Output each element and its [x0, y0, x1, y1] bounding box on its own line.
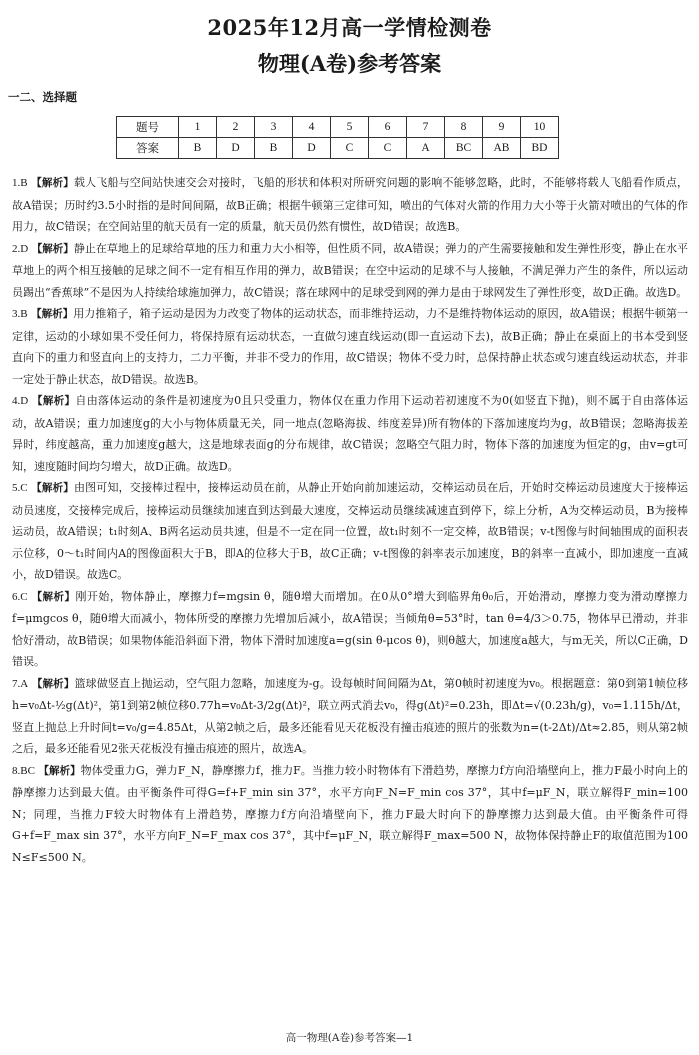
- question-number: 7.A: [12, 677, 29, 690]
- table-cell-number: 4: [293, 117, 331, 138]
- question-explanation-4: [12, 390, 688, 477]
- question-explanation-7: [12, 673, 688, 760]
- section-heading: 一二、选择题: [8, 90, 77, 104]
- question-number: 8.BC: [12, 764, 35, 777]
- table-cell-answer: C: [331, 138, 369, 159]
- question-number: 2.D: [12, 242, 29, 255]
- table-cell-answer: BD: [521, 138, 559, 159]
- question-explanation-6: [12, 586, 688, 673]
- table-header-answer: 答案: [117, 138, 179, 159]
- table-cell-number: 8: [445, 117, 483, 138]
- explanation-text: 用力推箱子，箱子运动是因为力改变了物体的运动状态，而非维持运动，力不是维持物体运动的原因，故A错误；根据牛顿第一定律，运动的小球如果不受任何力，将保持原有运动状态，一直做匀速直线运动(即一直运动下去)，故B正确；静止在桌面上的书本受到竖直向下的重力和竖直向上的支持力，二力平衡，并非不受力的作用，故C错误；物体不受力时，总保持静止状态或匀速直线运动状态，并非一定处于静止状态，故D错误。故选B。: [12, 307, 688, 386]
- explanation-text: 自由落体运动的条件是初速度为0且只受重力，物体仅在重力作用下运动若初速度不为0(如竖直下抛)，则不属于自由落体运动，故A错误；重力加速度g的大小与物体质量无关，同一地点(忽略海拔、纬度差异)所有物体的下落加速度均为g，故B错误；忽略海拔差异时，纬度越高，重力加速度g越大，这是地球表面g的分布规律，故C错误；忽略空气阻力时，物体下落的加速度为恒定的g，由v=gt可知，速度随时间均匀增大，故D正确。故选D。: [12, 394, 689, 473]
- explanation-text: 物体受重力G，弹力F_N，静摩擦力f，推力F。当推力较小时物体有下滑趋势，摩擦力f方向沿墙壁向上，推力F最小时向上的静摩擦力达到最大值。由平衡条件可得G=f+F_min sin 37°，水平方向F_N=F_min cos 37°，其中f=μF_N，联立解得F_min=100 N；同理，当推力F较大时物体有上滑趋势，摩擦力f方向沿墙壁向下，推力F最大时向下的静摩擦力达到最大值。由平衡条件可得G+f=F_max sin 37°，水平方向F_N=F_max cos 37°，其中f=μF_N，联立解得F_max=500 N，故物体保持静止F的取值范围为100 N≤F≤500 N。: [12, 763, 689, 864]
- table-cell-number: 10: [521, 117, 559, 138]
- question-explanation-3: [12, 303, 688, 390]
- table-cell-number: 3: [255, 117, 293, 138]
- explanation-text: 载人飞船与空间站快速交会对接时，飞船的形状和体积对所研究问题的影响不能够忽略，此时，不能够将载人飞船看作质点，故A错误；历时约3.5小时指的是时间间隔，故B正确；根据牛顿第三定律可知，喷出的气体对火箭的作用力大小等于火箭对喷出的气体的作用力，故C错误；在空间站里的航天员有一定的质量，航天员仍然有惯性，故D错误；故选B。: [12, 176, 689, 233]
- question-explanation-2: [12, 238, 688, 304]
- analysis-tag: 【解析】: [31, 677, 75, 690]
- table-cell-number: 9: [483, 117, 521, 138]
- table-cell-answer: D: [217, 138, 255, 159]
- page-footer: 高一物理(A卷)参考答案—1: [285, 1032, 414, 1044]
- question-number: 4.D: [12, 395, 29, 407]
- question-explanation-8: [12, 760, 688, 869]
- question-number: 6.C: [12, 590, 28, 603]
- table-cell-answer: C: [369, 138, 407, 159]
- table-cell-number: 2: [217, 117, 255, 138]
- analysis-tag: 【解析】: [31, 482, 74, 494]
- answer-table-answer-row: [117, 138, 559, 159]
- table-cell-answer: B: [179, 138, 217, 159]
- table-cell-answer: BC: [445, 138, 483, 159]
- explanation-text: 刚开始，物体静止，摩擦力f=mgsin θ，随θ增大而增加。在0从0°增大到临界角θ₀后，开始滑动，摩擦力变为滑动摩擦力f=μmgcos θ，随θ增大而减小，物体所受的摩擦力先增加后减小，故A错误；当倾角θ=53°时，tan θ=4/3＞0.75，物体早已滑动，并非恰好滑动，故B错误；如果物体能沿斜面下滑，物体下滑时加速度a=g(sin θ-μcos θ)，则θ越大，加速度a越大，与m无关，所以C正确，D错误。: [12, 589, 689, 668]
- table-cell-number: 5: [331, 117, 369, 138]
- answer-table-number-row: [117, 117, 559, 138]
- document-title: 2025年12月高一学情检测卷: [207, 15, 492, 40]
- answer-table: [116, 116, 559, 159]
- table-cell-number: 7: [407, 117, 445, 138]
- question-number: 3.B: [12, 308, 28, 320]
- table-cell-number: 6: [369, 117, 407, 138]
- document-subtitle: 物理(A卷)参考答案: [257, 51, 442, 76]
- explanations: [12, 172, 688, 868]
- explanation-text: 静止在草地上的足球给草地的压力和重力大小相等，但性质不同，故A错误；弹力的产生需要接触和发生弹性形变，静止在水平草地上的两个相互接触的足球之间不一定有相互作用的弹力，故B错误；在空中运动的足球不与人接触，不满足弹力产生的条件，所以运动员踢出“香蕉球”不是因为人持续给球施加弹力，故C错误；落在球网中的足球受到网的弹力是由于球网发生了弹性形变，故D正确。故选D。: [12, 241, 688, 299]
- table-cell-answer: AB: [483, 138, 521, 159]
- question-number: 5.C: [12, 482, 28, 494]
- analysis-tag: 【解析】: [31, 177, 74, 189]
- analysis-tag: 【解析】: [31, 308, 74, 320]
- analysis-tag: 【解析】: [32, 395, 76, 407]
- table-cell-answer: B: [255, 138, 293, 159]
- analysis-tag: 【解析】: [31, 590, 76, 603]
- analysis-tag: 【解析】: [31, 242, 74, 255]
- explanation-text: 篮球做竖直上抛运动，空气阻力忽略，加速度为-g。设每帧时间间隔为Δt，第0帧时初速度为v₀。根据题意：第0到第1帧位移h=v₀Δt-½g(Δt)²，第1到第2帧位移0.77h=v₀Δt-3/2g(Δt)²，联立两式消去v₀，得g(Δt)²=0.23h，即Δt=√(0.23h/g)，v₀=1.115h/Δt，竖直上抛总上升时间t=v₀/g=4.85Δt，从第2帧之后，最多还能看见天花板没有撞击痕迹的照片的张数为n=(t-2Δt)/Δt≈2.85，则从第2帧之后，最多还能看见2张天花板没有撞击痕迹的照片，故选A。: [12, 676, 688, 755]
- question-explanation-1: [12, 172, 688, 238]
- explanation-text: 由图可知，交接棒过程中，接棒运动员在前，从静止开始向前加速运动，交棒运动员在后，开始时交棒运动员速度大于接棒运动员速度，交接棒完成后，接棒运动员继续加速直到达到最大速度，交棒运动员继续减速直到停下，综上分析，A为交棒运动员，B为接棒运动员，故A错误；t₁时刻A、B两名运动员共速，但是不一定在同一位置，故t₁时刻不一定交棒，故B错误；v-t图像与时间轴围成的面积表示位移，0～t₁时间内A的图像面积大于B，即A的位移大于B，故C正确；v-t图像的斜率表示加速度，B的斜率一直减小，即加速度一直减小，故D错误。故选C。: [12, 481, 689, 581]
- table-header-number: 题号: [117, 117, 179, 138]
- table-cell-answer: D: [293, 138, 331, 159]
- question-explanation-5: [12, 477, 688, 586]
- table-cell-answer: A: [407, 138, 445, 159]
- question-number: 1.B: [12, 177, 28, 189]
- table-cell-number: 1: [179, 117, 217, 138]
- analysis-tag: 【解析】: [38, 764, 81, 777]
